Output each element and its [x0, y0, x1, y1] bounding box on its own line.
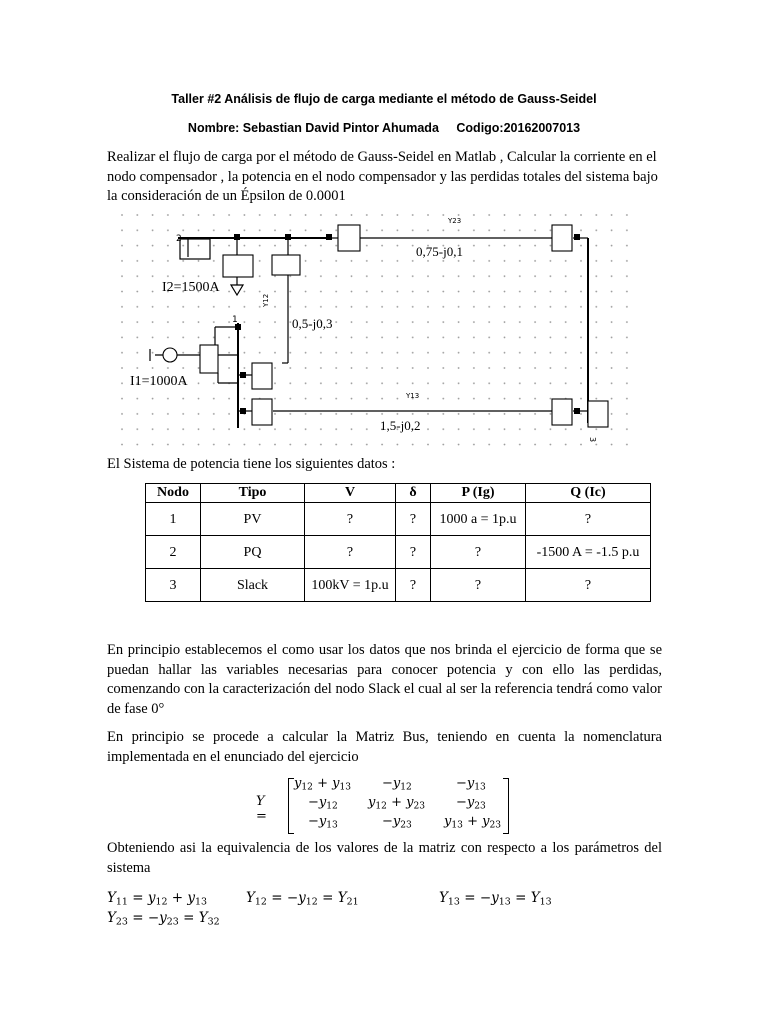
paragraph-slack: En principio establecemos el como usar los datos que nos brinda el ejercicio de forma que se puedan hallar las variables necesarias para conocer potencia y con ello las perdidas, comenzando con la caracterización del nodo Slack el cual al ser la referencia tendrá como valor de fase 0° [107, 642, 662, 717]
table-cell: 2 [146, 536, 201, 569]
table-cell: 1 [146, 503, 201, 536]
equation-y12: $Y_{12} = -y_{12} = Y_{21}$ [246, 890, 359, 908]
i2-label: I2=1500A [162, 280, 220, 295]
table-cell: ? [431, 569, 526, 602]
matrix-cell: $-y_{13}$ [456, 776, 486, 793]
table-cell: PQ [201, 536, 305, 569]
student-code: Codigo:20162007013 [456, 121, 581, 135]
table-cell: ? [526, 503, 651, 536]
equation-y23: $Y_{23} = -y_{23} = Y_{32}$ [107, 910, 220, 928]
table-cell: 100kV = 1p.u [305, 569, 396, 602]
table-cell: Slack [201, 569, 305, 602]
table-cell: -1500 A = -1.5 p.u [526, 536, 651, 569]
matrix-cell: $y_{13} + y_{23}$ [444, 814, 502, 831]
header-cell: Tipo [201, 484, 305, 503]
y23-value: 0,75-j0,1 [416, 244, 463, 259]
data-intro: El Sistema de potencia tiene los siguientes datos : [107, 456, 396, 472]
table-cell: ? [396, 569, 431, 602]
table-cell: ? [305, 536, 396, 569]
paragraph-bus-matrix: En principio se procede a calcular la Matriz Bus, teniendo en cuenta la nomenclatura implementada en el enunciado del ejercicio [107, 729, 662, 765]
header-cell: Q (Ic) [526, 484, 651, 503]
student-name: Nombre: Sebastian David Pintor Ahumada [187, 121, 439, 135]
matrix-lhs: Y = [256, 794, 267, 824]
paragraph-equivalence: Obteniendo asi la equivalencia de los valores de la matriz con respecto a los parámetros del sistema [107, 840, 662, 876]
equation-y11: $Y_{11} = y_{12} + y_{13}$ [107, 890, 208, 908]
header-cell: Nodo [146, 484, 201, 503]
circuit-diagram [120, 213, 630, 453]
matrix-cell: $-y_{12}$ [308, 795, 338, 812]
i1-label: I1=1000A [130, 374, 188, 389]
table-cell: 3 [146, 569, 201, 602]
matrix-cell: $-y_{23}$ [382, 814, 412, 831]
matrix-cell: $y_{12} + y_{23}$ [368, 795, 426, 812]
table-cell: ? [305, 503, 396, 536]
y13-value: 1,5-j0,2 [380, 418, 421, 433]
y12-tag: Y12 [262, 293, 270, 307]
table-cell: ? [526, 569, 651, 602]
header-cell: P (Ig) [431, 484, 526, 503]
intro-paragraph: Realizar el flujo de carga por el método de Gauss-Seidel en Matlab , Calcular la corriente en el nodo compensador , la potencia en el nodo compensador y las perdidas totales del sistema bajo la consideración de un Épsilon de 0.0001 [107, 149, 658, 204]
equation-y13: $Y_{13} = -y_{13} = Y_{13}$ [439, 890, 552, 908]
data-table [145, 483, 651, 602]
header-cell: V [305, 484, 396, 503]
matrix-right-bracket [503, 778, 509, 834]
matrix-cell: $-y_{13}$ [308, 814, 338, 831]
table-row [146, 569, 651, 602]
node1-label: 1 [232, 315, 238, 325]
matrix-cell: $-y_{23}$ [456, 795, 486, 812]
table-row [146, 536, 651, 569]
matrix-cell: $y_{12} + y_{13}$ [294, 776, 352, 793]
author-line [0, 121, 768, 135]
table-cell: ? [431, 536, 526, 569]
table-header-row [146, 484, 651, 503]
table-cell: ? [396, 536, 431, 569]
table-cell: ? [396, 503, 431, 536]
matrix-cell: $-y_{12}$ [382, 776, 412, 793]
y23-tag: Y23 [448, 217, 462, 225]
y13-tag: Y13 [406, 392, 420, 400]
table-row [146, 503, 651, 536]
node2-label: 2 [176, 234, 182, 244]
document-title: Taller #2 Análisis de flujo de carga mediante el método de Gauss-Seidel [171, 92, 597, 106]
table-cell: PV [201, 503, 305, 536]
node3-label: 3 [588, 437, 597, 443]
table-cell: 1000 a = 1p.u [431, 503, 526, 536]
y12-value: 0,5-j0,3 [292, 316, 333, 331]
header-cell: δ [396, 484, 431, 503]
